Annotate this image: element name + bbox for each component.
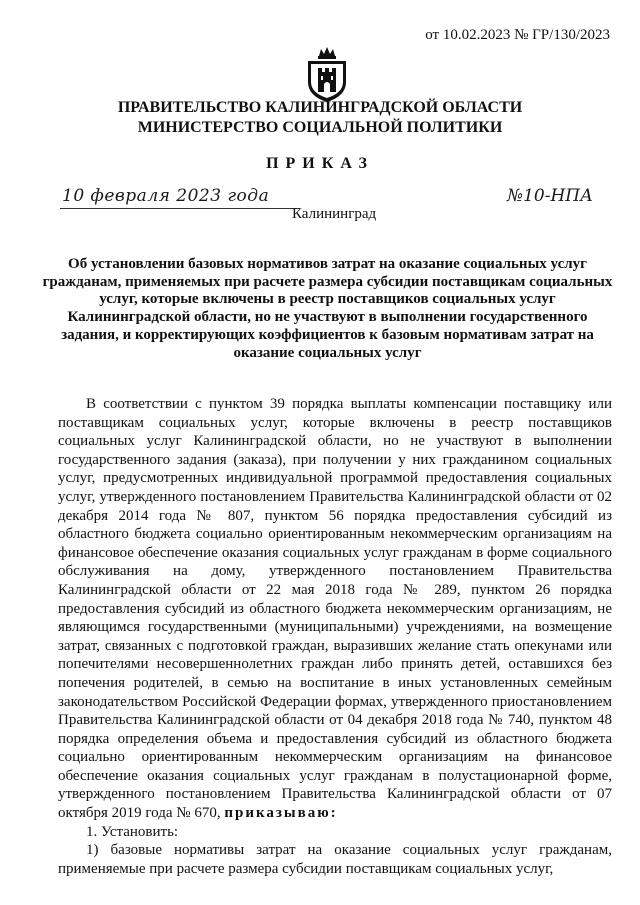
preamble-paragraph xyxy=(58,395,612,823)
handwritten-document-number: №10-НПА xyxy=(507,186,593,206)
ministry-name: МИНИСТЕРСТВО СОЦИАЛЬНОЙ ПОЛИТИКИ xyxy=(137,119,503,136)
government-name: ПРАВИТЕЛЬСТВО КАЛИНИНГРАДСКОЙ ОБЛАСТИ xyxy=(117,99,523,116)
item-1: 1. Установить: xyxy=(86,823,179,840)
preamble-text: В соответствии с пунктом 39 порядка выплаты компенсации поставщику или поставщикам социальных услуг, которые включены в реестр поставщиков социальных услуг Калининградской области, но не участвуют в выполнении государственного задания (заказа), при получении у них гражданином социальных услуг, предусмотренных индивидуальной программой предоставления социальных услуг, утвержденного постановлением Правительства Калининградской области от 02 декабря 2014 года № 807, пунктом 56 порядка предоставления субсидий из областного бюджета социально ориентированным некоммерческим организациям на финансовое обеспечение оказания социальных услуг гражданам в форме социального обслуживания на дому, утвержденного постановлением Правительства Калининградской области от 22 мая 2018 года № 289, пунктом 26 порядка предоставления субсидий из областного бюджета некоммерческим организациям, не являющимся государственными (муниципальными) учреждениями, на возмещение затрат, связанных с подготовкой граждан, выразивших желание стать опекунами или попечителями несовершеннолетних граждан либо принять детей, оставшихся без попечения родителей, в семью на воспитание в иных установленных семейным законодательством Российской Федерации формах, утвержденного приостановлением Правительства Калининградской области от 04 декабря 2018 года № 740, пунктом 48 порядка определения объема и предоставления субсидий из областного бюджета социально ориентированным некоммерческим организациям на финансовое обеспечение оказания социальных услуг гражданам в полустационарной форме, утвержденного постановлением Правительства Калининградской области от 07 октября 2019 года № 670, xyxy=(58,396,612,822)
document-body xyxy=(58,395,612,878)
organization-heading xyxy=(0,98,640,138)
handwritten-date: 10 февраля 2023 года xyxy=(62,186,270,206)
date-underline xyxy=(60,208,300,209)
city-name: Калининград xyxy=(292,206,377,222)
document-type: ПРИКАЗ xyxy=(266,155,374,172)
document-title: Об установлении базовых нормативов затрат на оказание социальных услуг гражданам, применяемых при расчете размера субсидии поставщикам социальных услуг, которые включены в реестр поставщиков социальных услуг Калининградской области, но не участвуют в выполнении государственного задания, и корректирующих коэффициентов к базовым нормативам затрат на оказание социальных услуг xyxy=(42,256,613,361)
order-word: приказываю: xyxy=(224,805,338,822)
registration-reference: от 10.02.2023 № ГР/130/2023 xyxy=(425,27,610,43)
item-1-subitem-1: 1) базовые нормативы затрат на оказание социальных услуг гражданам, применяемые при расчете размера субсидии поставщикам социальных услуг, xyxy=(58,842,612,877)
coat-of-arms-emblem xyxy=(304,46,350,104)
